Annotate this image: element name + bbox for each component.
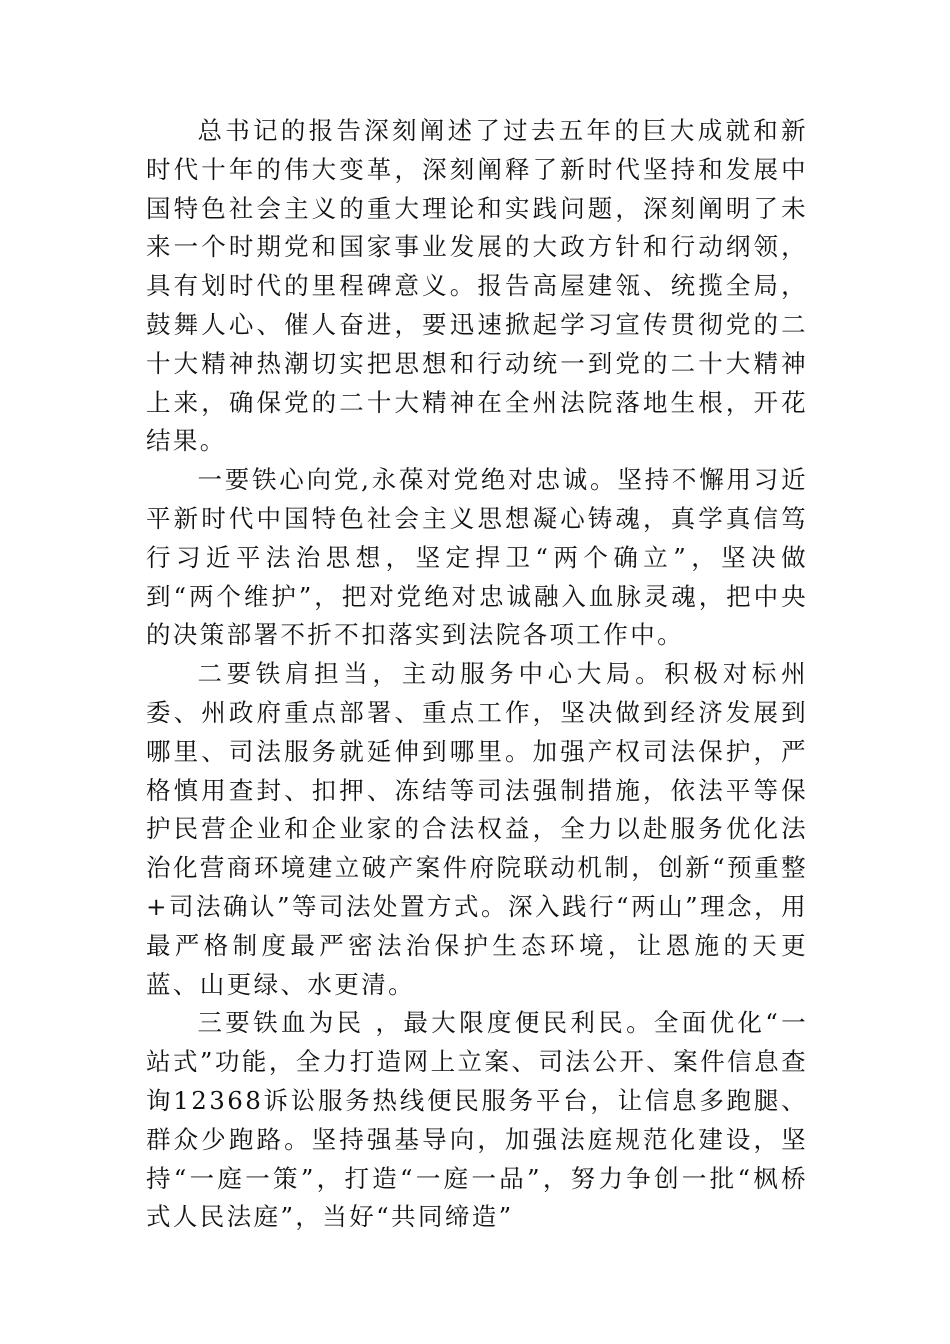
paragraph-service: 二要铁肩担当，主动服务中心大局。积极对标州委、州政府重点部署、重点工作，坚决做到经济发展到哪里、司法服务就延伸到哪里。加强产权司法保护，严格慎用查封、扣押、冻结等司法强制措施，依法平等保护民营企业和企业家的合法权益，全力以赴服务优化法治化营商环境建立破产案件府院联动机制，创新“预重整+司法确认”等司法处置方式。深入践行“两山”理念，用最严格制度最严密法治保护生态环境，让恩施的天更蓝、山更绿、水更清。 xyxy=(146,659,808,999)
paragraph-intro: 总书记的报告深刻阐述了过去五年的巨大成就和新时代十年的伟大变革，深刻阐释了新时代坚持和发展中国特色社会主义的重大理论和实践问题，深刻阐明了未来一个时期党和国家事业发展的大政方针和行动纲领，具有划时代的里程碑意义。报告高屋建瓴、统揽全局，鼓舞人心、催人奋进，要迅速掀起学习宣传贯彻党的二十大精神热潮切实把思想和行动统一到党的二十大精神上来，确保党的二十大精神在全州法院落地生根，开花结果。 xyxy=(146,116,808,456)
paragraph-people: 三要铁血为民 ，最大限度便民利民。全面优化“一站式”功能，全力打造网上立案、司法公开、案件信息查询12368诉讼服务热线便民服务平台，让信息多跑腿、群众少跑路。坚持强基导向，加强法庭规范化建设，坚持“一庭一策”，打造“一庭一品”，努力争创一批“枫桥式人民法庭”，当好“共同缔造” xyxy=(146,1008,808,1232)
document-body xyxy=(146,112,808,1237)
paragraph-loyalty: 一要铁心向党,永葆对党绝对忠诚。坚持不懈用习近平新时代中国特色社会主义思想凝心铸魂，真学真信笃行习近平法治思想，坚定捍卫“两个确立”，坚决做到“两个维护”，把对党绝对忠诚融入血脉灵魂，把中央的决策部署不折不扣落实到法院各项工作中。 xyxy=(146,465,808,650)
